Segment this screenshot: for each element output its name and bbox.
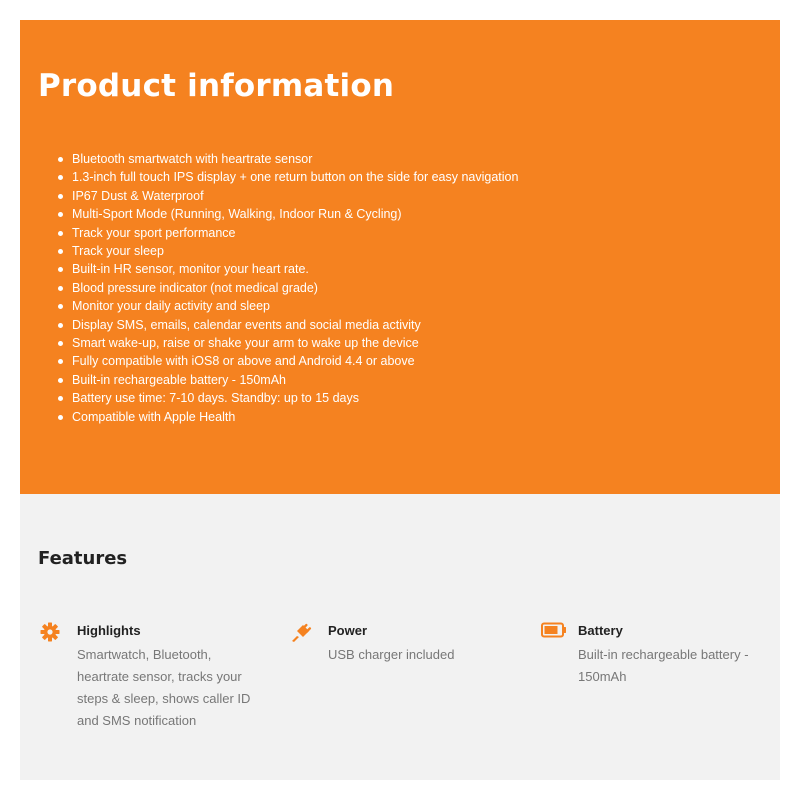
list-item: Built-in HR sensor, monitor your heart rate. <box>56 260 526 278</box>
list-item: Blood pressure indicator (not medical grade) <box>56 279 526 297</box>
product-spec-list <box>56 150 526 426</box>
list-item: 1.3-inch full touch IPS display + one return button on the side for easy navigation <box>56 168 526 186</box>
product-information-title: Product information <box>38 68 395 104</box>
features-title: Features <box>38 548 128 569</box>
feature-title: Power <box>328 623 368 638</box>
gear-icon <box>40 622 62 640</box>
plug-icon <box>291 622 313 640</box>
battery-icon <box>541 622 563 640</box>
feature-description: Built-in rechargeable battery - 150mAh <box>578 647 749 684</box>
list-item: Fully compatible with iOS8 or above and Android 4.4 or above <box>56 352 526 370</box>
features-section <box>20 494 780 780</box>
list-item: Smart wake-up, raise or shake your arm to wake up the device <box>56 334 526 352</box>
feature-title: Battery <box>578 623 623 638</box>
list-item: Built-in rechargeable battery - 150mAh <box>56 371 526 389</box>
list-item: Track your sleep <box>56 242 526 260</box>
feature-description: USB charger included <box>328 647 455 662</box>
list-item: Display SMS, emails, calendar events and social media activity <box>56 316 526 334</box>
list-item: IP67 Dust & Waterproof <box>56 187 526 205</box>
list-item: Compatible with Apple Health <box>56 408 526 426</box>
list-item: Bluetooth smartwatch with heartrate sensor <box>56 150 526 168</box>
list-item: Battery use time: 7-10 days. Standby: up to 15 days <box>56 389 526 407</box>
product-information-section <box>20 20 780 494</box>
list-item: Track your sport performance <box>56 224 526 242</box>
feature-title: Highlights <box>77 623 141 638</box>
feature-description: Smartwatch, Bluetooth, heartrate sensor, tracks your steps & sleep, shows caller ID and SMS notification <box>77 647 251 728</box>
list-item: Monitor your daily activity and sleep <box>56 297 526 315</box>
list-item: Multi-Sport Mode (Running, Walking, Indoor Run & Cycling) <box>56 205 526 223</box>
